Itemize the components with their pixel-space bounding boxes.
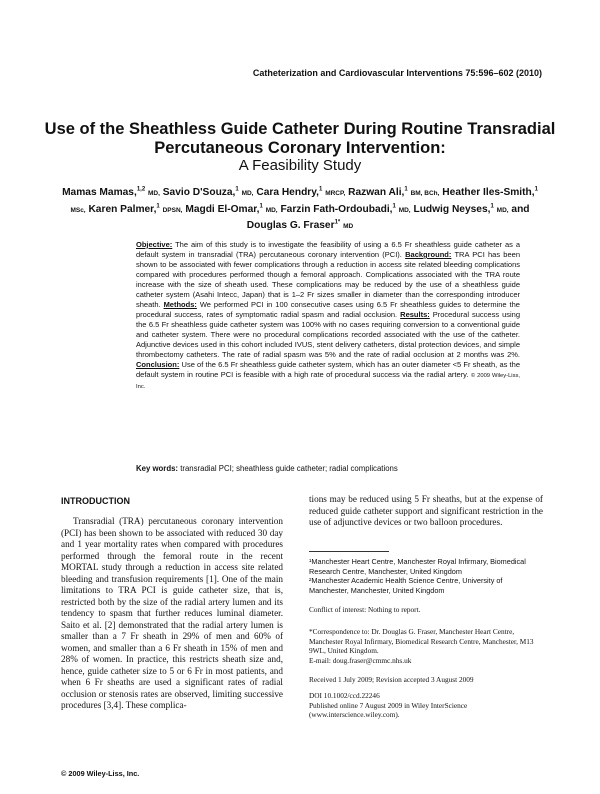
author-affiliation-mark: 1*	[334, 219, 341, 226]
author-name: Savio D'Souza,	[162, 187, 236, 199]
author-degree: MD,	[398, 206, 411, 214]
affiliations	[309, 557, 543, 595]
author-affiliation-mark: 1	[392, 203, 396, 210]
author-affiliation-mark: 1	[534, 187, 538, 193]
author-affiliation-mark: 1	[156, 203, 160, 210]
author-degree: MD,	[265, 206, 278, 214]
background-label: Background:	[405, 250, 452, 259]
author-degree: MD,	[496, 206, 509, 214]
correspondence-text: *Correspondence to: Dr. Douglas G. Fraser, Manchester Heart Centre, Manchester Royal Infirmary, Biomedical Research Centre, Manchester, M13 9WL, United Kingdom.	[309, 627, 534, 655]
author-affiliation-mark: 1	[235, 187, 239, 193]
author-degree: MD	[343, 223, 354, 231]
author-degree: DPSN,	[162, 206, 183, 214]
author	[280, 204, 410, 215]
intro-paragraph: Transradial (TRA) percutaneous coronary intervention (PCI) has been shown to be associated with reduced 30 day and 1 year mortality rates when compared with procedures performed through the femoral route in the recent MORTAL study through a reduction in access site related bleeding and transfusion requirements [1]. One of the main limitations to TRA PCI is guide catheter size, that is, restricted both by the size of the radial artery lumen and its tendency to spasm that further reduces luminal diameter. Saito et al. [2] demonstrated that the radial artery lumen is smaller than a 7 Fr sheath in 29% of men and 60% of women, and smaller than a 6 Fr sheath in 15% of men and 28% of women. In practice, this restricts sheath size and, hence, guide catheter size to 5 or 6 Fr in most patients, and when 6 Fr sheaths are used a significant rates of radial occlusion or stenosis rates are observed, limiting successive procedures [3,4]. These complica-	[61, 516, 283, 710]
author-name: Mamas Mamas,	[62, 187, 137, 199]
author	[62, 187, 160, 198]
author-affiliation-mark: 1	[404, 187, 408, 193]
author-list	[60, 184, 540, 233]
conclusion-label: Conclusion:	[136, 360, 180, 369]
author-name: Magdi El-Omar,	[185, 203, 260, 215]
intro-continuation: tions may be reduced using 5 Fr sheaths, but at the expense of reduced guide catheter support and significant restriction in the use of adjunctive devices or two balloon procedures.	[309, 494, 543, 527]
footer-copyright: © 2009 Wiley-Liss, Inc.	[61, 769, 140, 778]
journal-header: Catheterization and Cardiovascular Interventions 75:596–602 (2010)	[252, 68, 542, 78]
author-degree: MD,	[241, 190, 254, 198]
author	[88, 204, 182, 215]
objective-label: Objective:	[136, 240, 173, 249]
conclusion-text: Use of the 6.5 Fr sheathless guide catheter system, which has an outer diameter <5 Fr sheath, as the default system in routine PCI is feasible with a high rate of procedural success via the radial artery.	[136, 360, 520, 379]
affiliation-2: ²Manchester Academic Health Science Centre, University of Manchester, Manchester, United Kingdom	[309, 576, 503, 595]
paper-subtitle: A Feasibility Study	[238, 157, 362, 174]
paper-title: Use of the Sheathless Guide Catheter During Routine Transradial Percutaneous Coronary Intervention:	[44, 120, 556, 157]
section-heading-introduction: INTRODUCTION	[61, 496, 130, 506]
author-name: Razwan Ali,	[348, 187, 405, 199]
abstract	[136, 240, 520, 392]
publication-info	[309, 691, 543, 720]
author-name: and Douglas G. Fraser	[246, 203, 530, 232]
correspondence	[309, 627, 543, 665]
author-name: Karen Palmer,	[88, 203, 157, 215]
author-name: Ludwig Neyses,	[413, 203, 491, 215]
author-degree: MSc,	[70, 206, 86, 214]
keywords-text: transradial PCI; sheathless guide catheter; radial complications	[180, 464, 398, 473]
author-name: Cara Hendry,	[256, 187, 319, 199]
author-affiliation-mark: 1	[259, 203, 263, 210]
author-affiliation-mark: 1	[490, 203, 494, 210]
author	[185, 204, 277, 215]
author-degree: BM, BCh,	[410, 190, 440, 198]
published-online: Published online 7 August 2009 in Wiley InterScience (www.interscience.wiley.com).	[309, 700, 468, 719]
author	[163, 187, 254, 198]
author-degree: MRCP,	[325, 190, 346, 198]
keywords	[136, 464, 520, 473]
author	[348, 187, 439, 198]
author	[413, 204, 508, 215]
abstract-copyright: © 2009 Wiley-Liss, Inc.	[136, 373, 520, 390]
author-degree: MD,	[148, 190, 160, 198]
keywords-label: Key words:	[136, 464, 179, 473]
author-affiliation-mark: 1,2	[136, 187, 146, 193]
author-name: Farzin Fath-Ordoubadi,	[280, 203, 393, 215]
footnote-divider	[309, 551, 389, 552]
conflict-of-interest: Conflict of interest: Nothing to report.	[309, 605, 421, 614]
correspondence-email: E-mail: doug.fraser@cmmc.nhs.uk	[309, 655, 412, 665]
received-dates: Received 1 July 2009; Revision accepted 3 August 2009	[309, 675, 474, 684]
methods-text: We performed PCI in 100 consecutive cases using 6.5 Fr sheathless guides to determine the procedural success, rates of symptomatic radial spasm and radial occlusion.	[136, 300, 520, 319]
introduction-left-column	[61, 516, 283, 712]
results-text: Procedural success using the 6.5 Fr sheathless guide catheter system was 100% with no cases requiring conversion to a conventional guide and catheter system. There were no procedural complications recorded associated with the use of the catheter. Adjunctive devices used in this cohort included IVUS, stent delivery catheters, distal protection devices, and simple thrombectomy catheters. The rate of radial spasm was 5% and the rate of radial occlusion at 2 months was 2%.	[136, 310, 521, 359]
author-name: Heather Iles-Smith,	[442, 187, 535, 199]
methods-label: Methods:	[163, 300, 197, 309]
author-affiliation-mark: 1	[319, 187, 323, 193]
results-label: Results:	[400, 310, 430, 319]
author	[256, 187, 345, 198]
affiliation-1: ¹Manchester Heart Centre, Manchester Royal Infirmary, Biomedical Research Centre, Manchester, United Kingdom	[309, 557, 526, 576]
doi: DOI 10.1002/ccd.22246	[309, 691, 380, 700]
objective-text: The aim of this study is to investigate the feasibility of using a 6.5 Fr sheathless guide catheter as a default system in transradial (TRA) percutaneous coronary intervention (PCI).	[136, 240, 520, 259]
introduction-right-column	[309, 494, 543, 529]
background-text: TRA PCI has been shown to be associated with fewer complications through a reduction in access site related bleeding complications compared with procedures performed though a femoral approach. Complications associated with the TRA route increase with the size of sheath used. These complications may be reduced by the use of a sheathless guide catheter system (Asahi Intecc, Japan) that is 1–2 Fr sizes smaller in diameter than the corresponding introducer sheath.	[136, 250, 520, 309]
